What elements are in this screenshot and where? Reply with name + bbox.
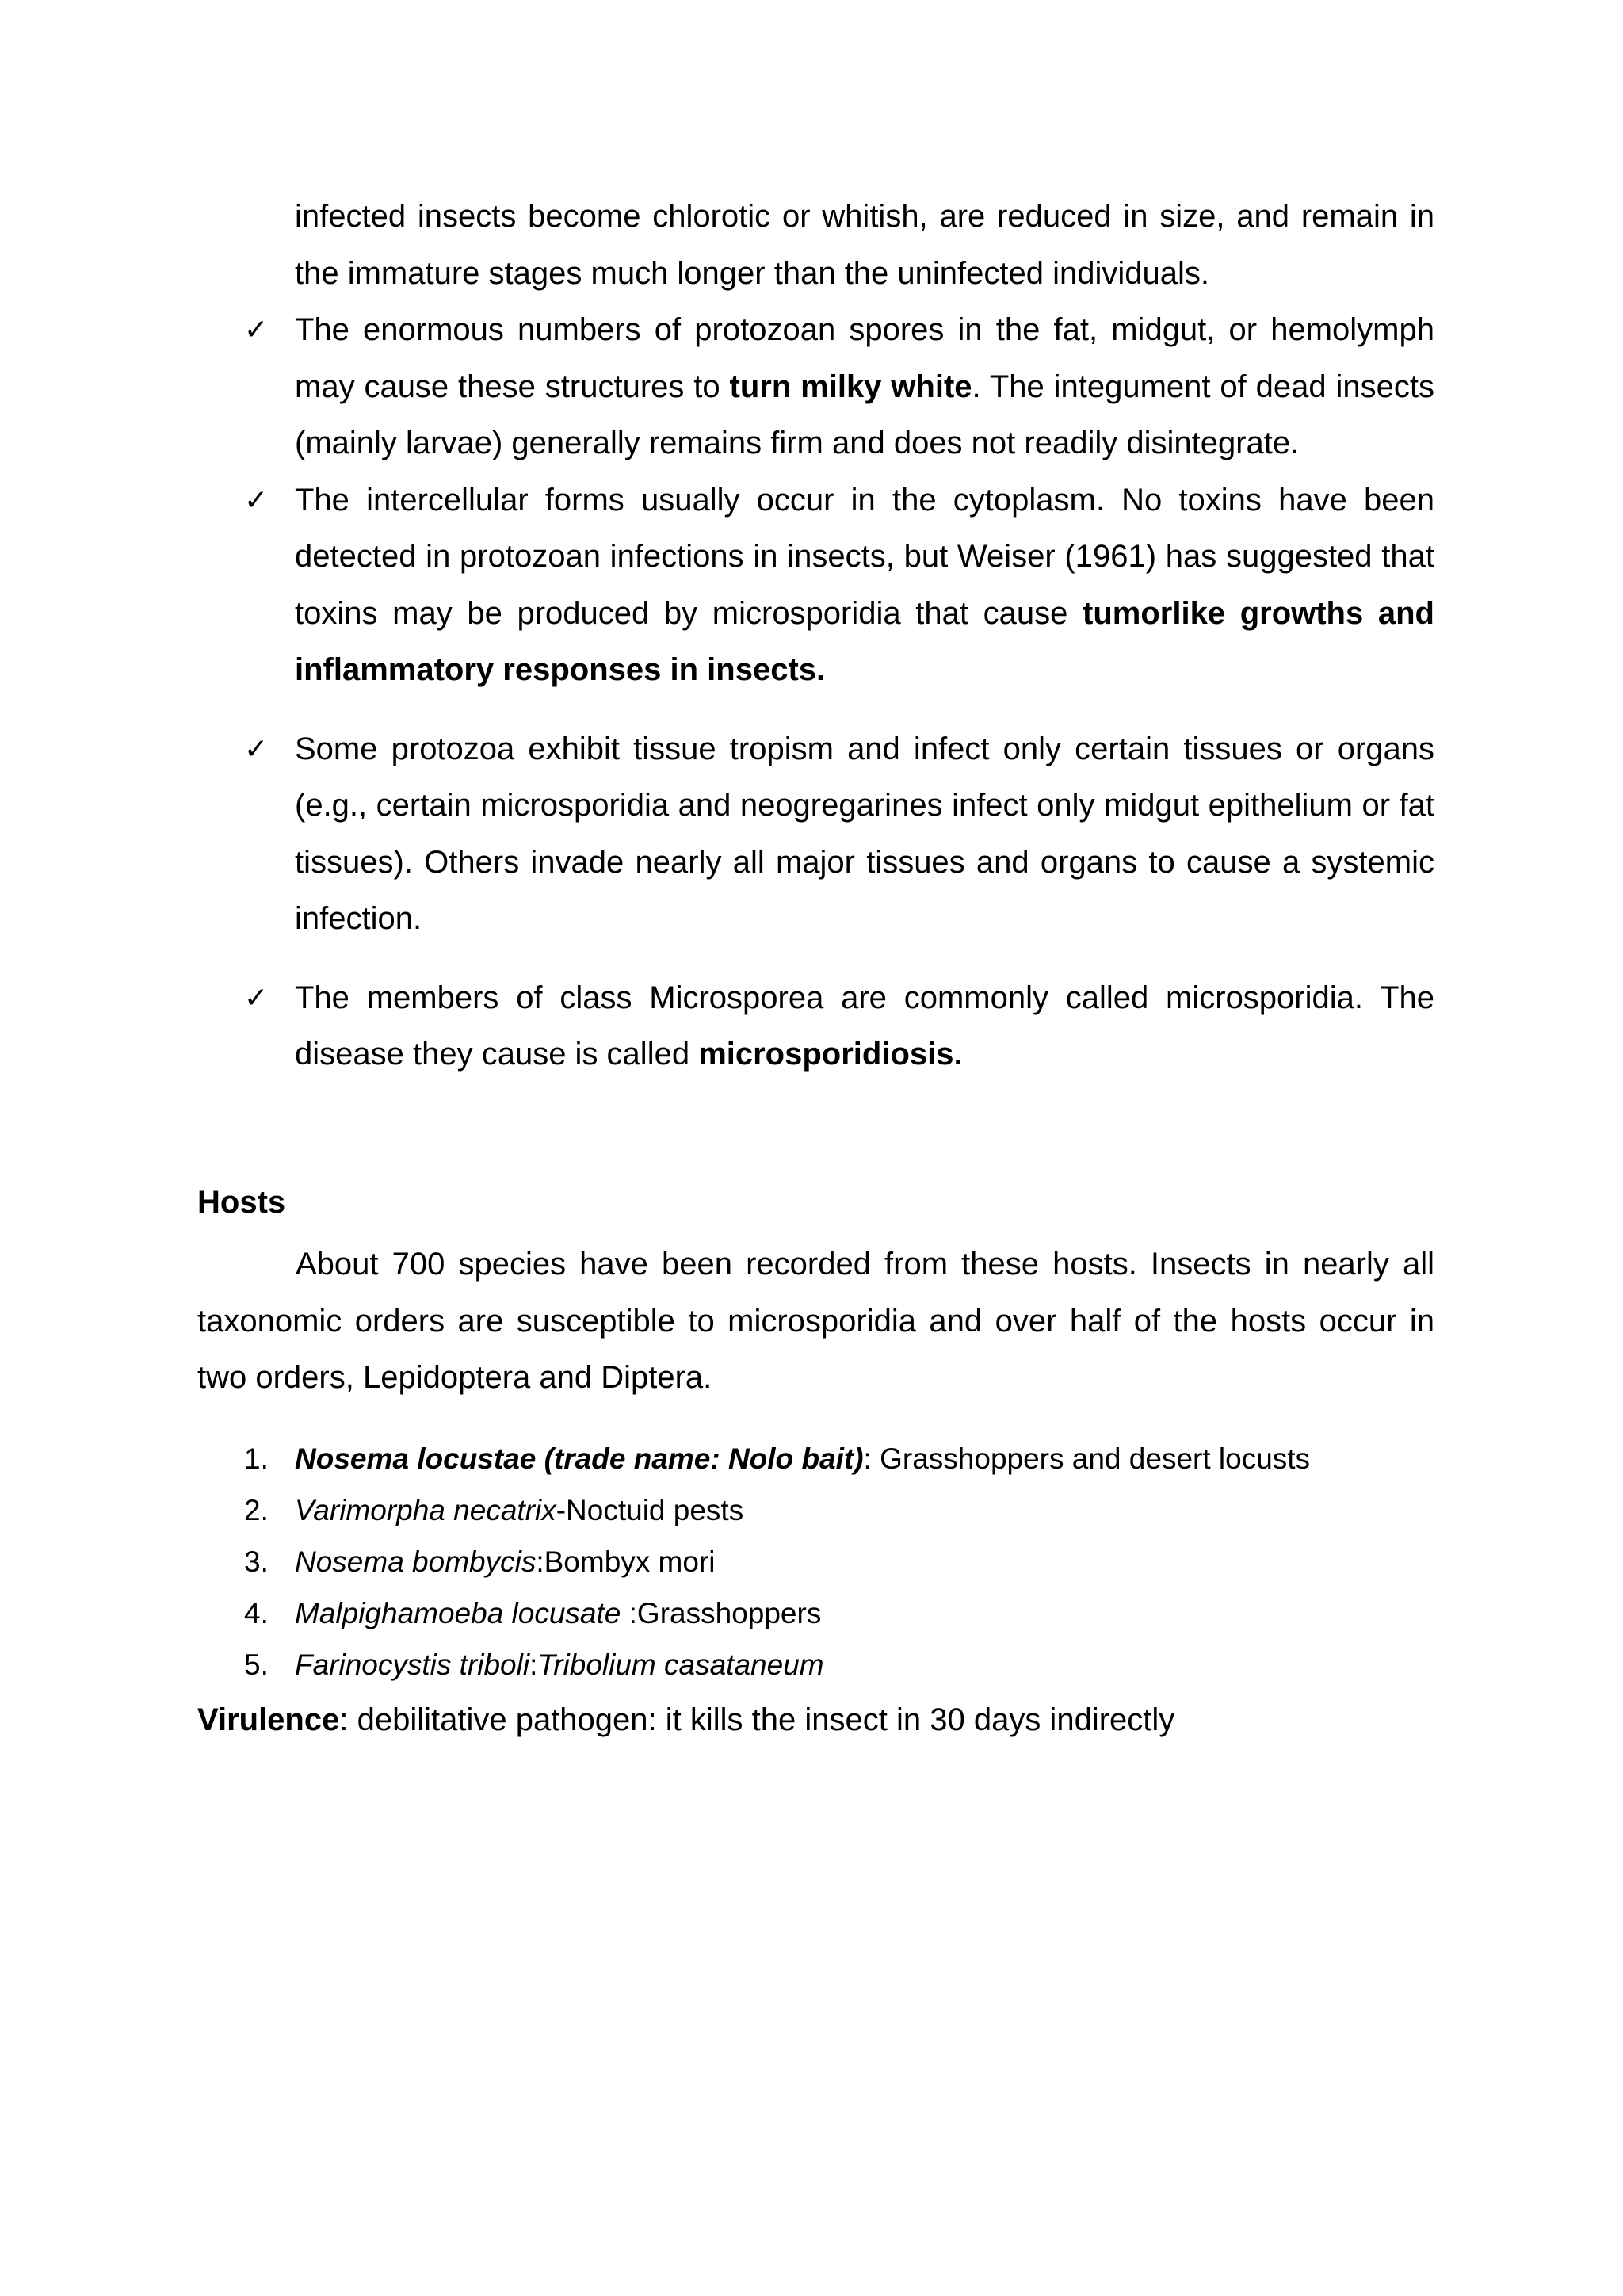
check-icon: ✓ xyxy=(244,732,269,766)
list-number: 4. xyxy=(244,1597,269,1629)
continuation-text: infected insects become chlorotic or whitish, are reduced in size, and remain in the immature stages much longer than the uninfected individuals. xyxy=(295,199,1434,291)
species-name: Nosema locustae (trade name: Nolo bait) xyxy=(295,1442,864,1475)
bullet-text: The members of class Microsporea are commonly called microsporidia. The disease they cause is called xyxy=(295,980,1434,1072)
species-name: Farinocystis triboli xyxy=(295,1648,530,1681)
list-item xyxy=(238,1433,1442,1484)
species-name: Varimorpha necatrix xyxy=(295,1494,556,1526)
list-number: 3. xyxy=(244,1545,269,1578)
host-text: -Noctuid pests xyxy=(556,1494,744,1526)
check-icon: ✓ xyxy=(244,314,269,346)
list-number: 1. xyxy=(244,1442,269,1475)
host-text: : Grasshoppers and desert locusts xyxy=(863,1442,1311,1475)
species-name: Malpighamoeba locusate xyxy=(295,1597,629,1629)
host-text: :Grasshoppers xyxy=(628,1597,822,1629)
virulence-label: Virulence xyxy=(197,1702,340,1737)
bullet-item-tropism xyxy=(238,721,1434,948)
bullet-bold-text: microsporidiosis. xyxy=(698,1037,963,1072)
host-text: :Bombyx mori xyxy=(536,1545,716,1578)
check-icon: ✓ xyxy=(244,483,269,517)
species-name: Nosema bombycis xyxy=(295,1545,537,1578)
bullet-bold-text: turn milky white xyxy=(729,369,972,404)
bullet-text: The enormous numbers of protozoan spores in the fat, midgut, or hemolymph may cause these structures to xyxy=(295,312,1434,404)
hosts-list xyxy=(238,1433,1442,1690)
continuation-paragraph xyxy=(238,189,1434,302)
virulence-text: : debilitative pathogen: it kills the insect in 30 days indirectly xyxy=(339,1702,1175,1737)
hosts-heading: Hosts xyxy=(197,1185,286,1220)
bullet-text: . The integument of dead insects (mainly larvae) generally remains firm and does not readily disintegrate. xyxy=(295,369,1434,460)
host-name-italic: Tribolium casataneum xyxy=(537,1648,824,1681)
bullet-bold-text: tumorlike growths and inflammatory responses in insects. xyxy=(295,595,1434,687)
bullet-text: Some protozoa exhibit tissue tropism and infect only certain tissues or organs (e.g., certain microsporidia and neogregarines infect only midgut epithelium or fat tissues). Others invade nearly all major tissues and organs to cause a systemic infection. xyxy=(295,731,1434,936)
host-text: : xyxy=(529,1648,538,1681)
list-item xyxy=(238,1536,1442,1587)
list-item xyxy=(238,1587,1442,1639)
list-item xyxy=(238,1484,1442,1536)
check-icon: ✓ xyxy=(244,981,269,1014)
bullet-section xyxy=(238,189,1434,1083)
list-item xyxy=(238,1639,1442,1690)
virulence-line xyxy=(197,1692,1174,1749)
bullet-item-intercellular xyxy=(238,472,1434,699)
list-number: 2. xyxy=(244,1494,269,1526)
bullet-text: The intercellular forms usually occur in the cytoplasm. No toxins have been detected in protozoan infections in insects, but Weiser (1961) has suggested that toxins may be produced by microsporidia that cause xyxy=(295,482,1434,631)
bullet-item-spores xyxy=(238,302,1434,472)
hosts-paragraph: About 700 species have been recorded from these hosts. Insects in nearly all taxonomic orders are susceptible to microsporidia and over half of the hosts occur in two orders, Lepidoptera and Diptera. xyxy=(197,1247,1434,1395)
list-number: 5. xyxy=(244,1648,269,1681)
bullet-item-microsporea xyxy=(238,970,1434,1083)
